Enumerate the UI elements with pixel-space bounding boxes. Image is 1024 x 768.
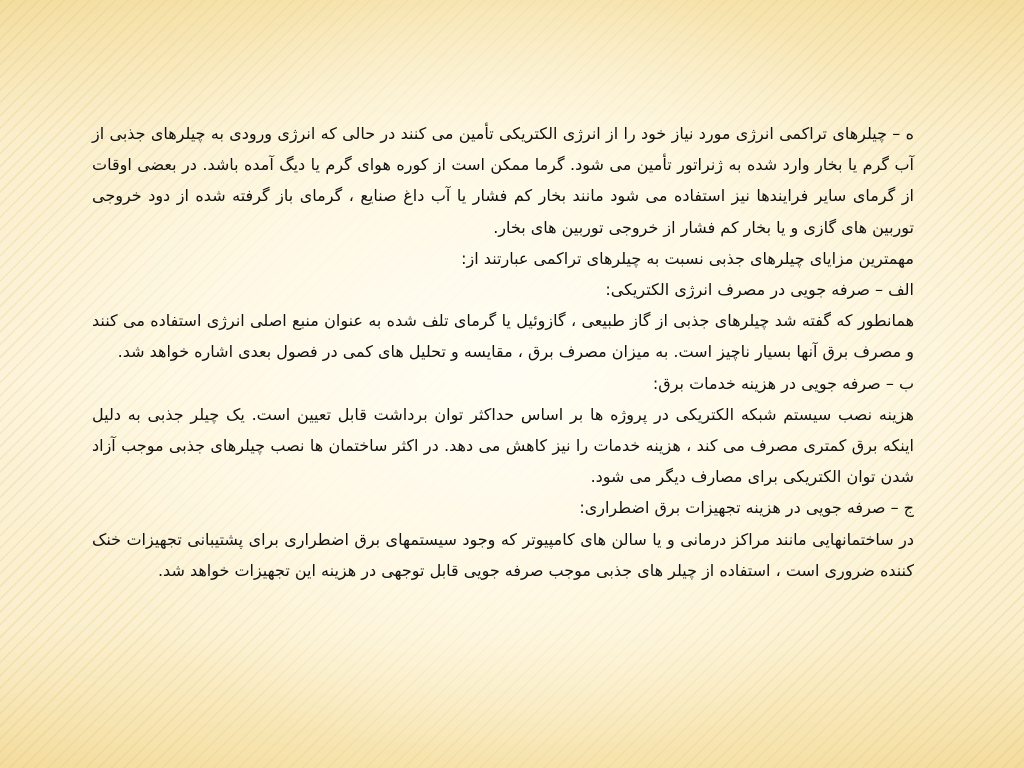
advantage-b-heading: ب – صرفه جویی در هزینه خدمات برق: — [652, 373, 914, 393]
slide-body-text — [92, 118, 914, 586]
advantage-a-heading: الف – صرفه جویی در مصرف انرژی الکتریکی: — [605, 280, 914, 300]
advantage-a-body: همانطور که گفته شد چیلرهای جذبی از گاز طبیعی ، گازوئیل یا گرمای تلف شده به عنوان منبع اصلی انرژی استفاده می کنند و مصرف برق آنها بسیار ناچیز است. به میزان مصرف برق ، مقایسه و تحلیل های کمی در فصول بعدی اشاره خواهد شد. — [92, 311, 914, 362]
advantage-b-body: هزینه نصب سیستم شبکه الکتریکی در پروژه ها بر اساس حداکثر توان برداشت قابل تعیین است. یک چیلر جذبی به دلیل اینکه برق کمتری مصرف می کند ، هزینه خدمات را نیز کاهش می دهد. در اکثر ساختمان ها نصب چیلرهای جذبی موجب آزاد شدن توان الکتریکی برای مصارف دیگر می شود. — [92, 404, 914, 487]
advantage-c-heading: ج – صرفه جویی در هزینه تجهیزات برق اضطراری: — [579, 498, 914, 518]
paragraph-advantages-heading: مهمترین مزایای چیلرهای جذبی نسبت به چیلرهای تراکمی عبارتند از: — [461, 248, 914, 268]
advantage-c-body: در ساختمانهایی مانند مراکز درمانی و یا سالن های کامپیوتر که وجود سیستمهای برق اضطراری برای پشتیبانی تجهیزات خنک کننده ضروری است ، استفاده از چیلر های جذبی موجب صرفه جویی قابل توجهی در هزینه این تجهیزات خواهد شد. — [92, 529, 914, 580]
paragraph-intro-energy-source: ه – چیلرهای تراکمی انرژی مورد نیاز خود را از انرژی الکتریکی تأمین می کنند در حالی که انرژی ورودی به چیلرهای جذبی از آب گرم یا بخار وارد شده به ژنراتور تأمین می شود. گرما ممکن است از کوره هوای گرم یا دیگ آمده باشد. در بعضی اوقات از گرمای سایر فرایندها نیز استفاده می شود مانند بخار کم فشار یا آب داغ صنایع ، گرمای باز گرفته شده از دود خروجی توربین های گازی و یا بخار کم فشار از خروجی توربین های بخار. — [92, 124, 914, 237]
